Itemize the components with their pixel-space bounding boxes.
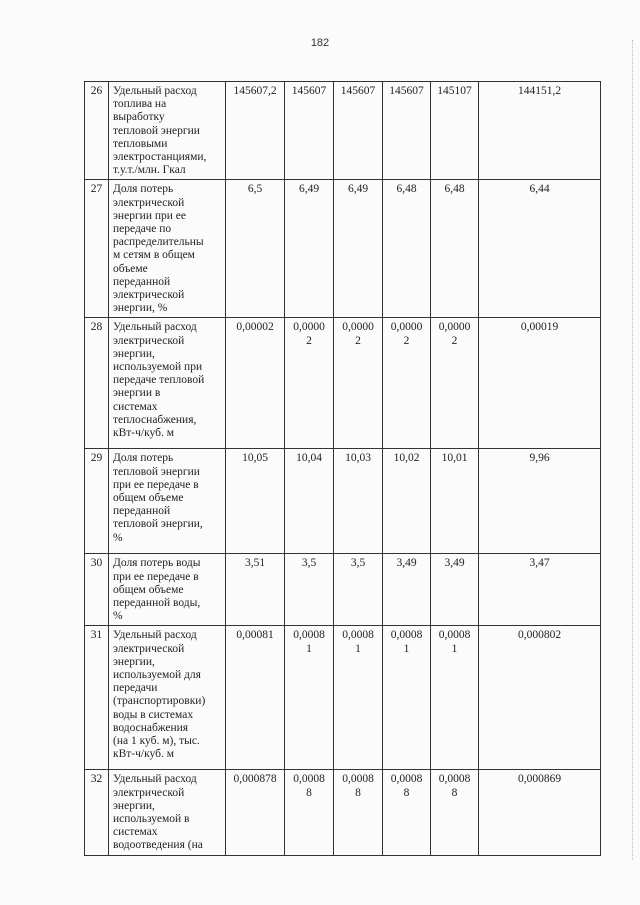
value-text: 6,49 — [347, 183, 369, 196]
table-row — [85, 449, 601, 554]
value-cell-4 — [383, 82, 431, 180]
value-text: 0,0008 — [342, 773, 374, 786]
value-cell-5 — [431, 318, 479, 449]
value-text: 1 — [306, 642, 312, 655]
indicator-name-line: Удельный расход — [113, 85, 197, 97]
indicator-name-line: общем объеме — [113, 583, 184, 596]
value-text: 10,05 — [242, 452, 268, 465]
value-text: 1 — [403, 642, 410, 655]
indicator-name-line: энергии, — [113, 655, 155, 668]
table-row — [85, 82, 601, 180]
value-text: 0,00019 — [520, 321, 559, 334]
value-cell-5 — [431, 449, 479, 554]
value-text: 0,000869 — [517, 773, 562, 786]
indicator-name-line: т.у.т./млн. Гкал — [113, 164, 186, 177]
indicator-name-line: водоотведения (на — [113, 839, 203, 852]
table-row — [85, 770, 601, 855]
value-cell-4 — [383, 449, 431, 554]
value-cell-4 — [383, 180, 431, 318]
indicator-name-line: электрической — [113, 196, 185, 209]
indicator-name-line: м сетям в общем — [113, 249, 195, 262]
indicator-name-line: Доля потерь — [113, 183, 174, 196]
row-number: 30 — [85, 554, 109, 626]
value-text: 6,5 — [247, 183, 263, 196]
value-cell-2 — [285, 82, 334, 180]
value-text: 144151,2 — [517, 85, 562, 97]
value-text: 8 — [355, 786, 361, 799]
indicator-name — [109, 318, 226, 449]
value-cell-2 — [285, 626, 334, 770]
indicator-name-line: кВт-ч/куб. м — [113, 748, 174, 761]
indicator-name-line: распределительны — [113, 236, 204, 249]
indicator-name-line: электрической — [113, 786, 185, 799]
indicator-name-line: энергии, — [113, 799, 155, 812]
value-cell-1 — [226, 554, 285, 626]
indicator-name-line: % — [113, 531, 123, 544]
value-text: 0,0008 — [293, 629, 325, 642]
indicator-name-line: кВт-ч/куб. м — [113, 427, 174, 440]
value-cell-2 — [285, 180, 334, 318]
indicator-name — [109, 626, 226, 770]
value-text: 0,0008 — [438, 629, 471, 642]
value-text: 6,44 — [529, 183, 550, 196]
indicator-name-line: общем объеме — [113, 492, 184, 505]
indicator-name-line: воды в системах — [113, 708, 194, 721]
table-body — [85, 82, 601, 856]
indicator-name-line: водоснабжения — [113, 721, 189, 734]
indicator-name-line: при ее передаче в — [113, 570, 199, 583]
value-cell-3 — [334, 770, 383, 855]
value-cell-4 — [383, 318, 431, 449]
value-text: 3,49 — [444, 557, 465, 570]
row-number: 29 — [85, 449, 109, 554]
indicator-name-line: передачи — [113, 682, 158, 695]
table-row — [85, 318, 601, 449]
value-cell-6 — [479, 82, 601, 180]
value-text: 6,48 — [444, 183, 465, 196]
value-text: 3,5 — [350, 557, 366, 570]
value-text: 145107 — [437, 85, 472, 97]
indicator-name-line: Доля потерь — [113, 452, 174, 465]
indicator-name-line: выработку — [113, 111, 165, 124]
value-text: 3,49 — [396, 557, 417, 570]
value-text: 10,01 — [441, 452, 468, 465]
value-text: 2 — [451, 334, 458, 347]
value-text: 0,0008 — [342, 629, 374, 642]
value-text: 6,49 — [298, 183, 320, 196]
value-text: 0,00002 — [236, 321, 274, 334]
value-text: 0,00081 — [236, 629, 274, 642]
value-cell-1 — [226, 180, 285, 318]
value-cell-3 — [334, 180, 383, 318]
page-number: 182 — [310, 37, 330, 49]
indicator-name-line: тепловой энергии — [113, 124, 200, 137]
value-cell-4 — [383, 554, 431, 626]
row-number: 32 — [85, 770, 109, 855]
indicator-name-line: тепловой энергии, — [113, 518, 203, 531]
value-cell-1 — [226, 82, 285, 180]
value-cell-3 — [334, 554, 383, 626]
indicator-name-line: переданной — [113, 505, 171, 518]
value-text: 8 — [403, 786, 410, 799]
value-cell-1 — [226, 318, 285, 449]
indicator-name-line: (на 1 куб. м), тыс. — [113, 735, 200, 748]
value-cell-6 — [479, 449, 601, 554]
value-cell-6 — [479, 318, 601, 449]
value-cell-5 — [431, 626, 479, 770]
indicator-name — [109, 770, 226, 855]
value-text: 9,96 — [529, 452, 550, 465]
value-text: 0,000802 — [517, 629, 562, 642]
indicator-name — [109, 449, 226, 554]
value-text: 2 — [306, 334, 312, 347]
indicator-name-line: передаче тепловой — [113, 374, 205, 387]
value-cell-6 — [479, 180, 601, 318]
value-text: 3,47 — [529, 557, 550, 570]
row-number: 28 — [85, 318, 109, 449]
value-text: 8 — [451, 786, 458, 799]
value-cell-6 — [479, 554, 601, 626]
value-cell-1 — [226, 626, 285, 770]
value-text: 0,000878 — [233, 773, 277, 786]
value-text: 0,0008 — [390, 629, 423, 642]
value-cell-3 — [334, 449, 383, 554]
value-cell-6 — [479, 770, 601, 855]
value-cell-3 — [334, 626, 383, 770]
indicator-name-line: Доля потерь воды — [113, 557, 201, 570]
value-cell-1 — [226, 449, 285, 554]
value-text: 145607 — [291, 85, 327, 97]
indicator-name-line: переданной воды, — [113, 597, 201, 610]
indicator-name-line: электрической — [113, 334, 185, 347]
value-text: 145607 — [340, 85, 376, 97]
value-text: 0,0008 — [390, 773, 423, 786]
row-number: 26 — [85, 82, 109, 180]
value-text: 145607 — [389, 85, 424, 97]
value-text: 10,04 — [296, 452, 322, 465]
value-cell-2 — [285, 449, 334, 554]
indicator-name-line: Удельный расход — [113, 629, 197, 642]
indicator-name-line: Удельный расход — [113, 321, 197, 334]
table-row — [85, 626, 601, 770]
row-number: 27 — [85, 180, 109, 318]
indicator-name-line: при ее передаче в — [113, 478, 199, 491]
value-cell-4 — [383, 626, 431, 770]
indicator-name-line: переданной — [113, 275, 171, 288]
value-text: 0,0000 — [438, 321, 471, 334]
indicator-name-line: электростанциями, — [113, 151, 207, 164]
table-row — [85, 180, 601, 318]
value-cell-1 — [226, 770, 285, 855]
indicator-name — [109, 180, 226, 318]
value-text: 10,02 — [393, 452, 420, 465]
value-text: 2 — [403, 334, 410, 347]
indicator-name-line: теплоснабжения, — [113, 413, 197, 426]
value-cell-2 — [285, 554, 334, 626]
indicator-name-line: энергии в — [113, 387, 161, 400]
value-cell-5 — [431, 770, 479, 855]
indicator-name-line: Удельный расход — [113, 773, 197, 786]
value-text: 0,0008 — [293, 773, 325, 786]
value-text: 145607,2 — [233, 85, 277, 97]
value-text: 0,0000 — [293, 321, 325, 334]
value-text: 2 — [355, 334, 361, 347]
indicator-name-line: % — [113, 610, 123, 623]
value-cell-5 — [431, 82, 479, 180]
value-cell-3 — [334, 82, 383, 180]
indicator-name-line: объеме — [113, 262, 148, 275]
indicator-name-line: используемой в — [113, 813, 190, 826]
value-text: 1 — [451, 642, 458, 655]
value-text: 10,03 — [345, 452, 371, 465]
value-text: 0,0000 — [390, 321, 423, 334]
value-text: 3,51 — [244, 557, 266, 570]
indicator-name-line: используемой для — [113, 669, 201, 682]
value-text: 0,0000 — [342, 321, 374, 334]
value-cell-3 — [334, 318, 383, 449]
value-text: 8 — [306, 786, 312, 799]
indicator-name-line: энергии при ее — [113, 209, 186, 222]
indicator-name-line: используемой при — [113, 361, 203, 374]
indicators-table — [84, 81, 601, 856]
value-text: 3,5 — [301, 557, 317, 570]
indicator-name-line: электрической — [113, 642, 185, 655]
indicator-name-line: системах — [113, 826, 158, 839]
indicator-name-line: (транспортировки) — [113, 695, 206, 708]
indicator-name — [109, 554, 226, 626]
indicator-name-line: топлива на — [113, 98, 167, 111]
scan-edge-mark — [632, 40, 634, 860]
value-cell-5 — [431, 180, 479, 318]
indicator-name-line: системах — [113, 400, 158, 413]
indicator-name-line: энергии, — [113, 347, 155, 360]
value-cell-2 — [285, 318, 334, 449]
value-text: 1 — [355, 642, 361, 655]
row-number: 31 — [85, 626, 109, 770]
indicator-name-line: тепловыми — [113, 137, 168, 150]
value-cell-5 — [431, 554, 479, 626]
value-cell-4 — [383, 770, 431, 855]
indicator-name-line: тепловой энергии — [113, 465, 200, 478]
indicator-name — [109, 82, 226, 180]
table-row — [85, 554, 601, 626]
value-cell-6 — [479, 626, 601, 770]
value-text: 0,0008 — [438, 773, 471, 786]
indicator-name-line: передаче по — [113, 223, 172, 236]
value-text: 6,48 — [396, 183, 417, 196]
value-cell-2 — [285, 770, 334, 855]
indicator-name-line: электрической — [113, 289, 185, 302]
indicator-name-line: энергии, % — [113, 302, 168, 315]
